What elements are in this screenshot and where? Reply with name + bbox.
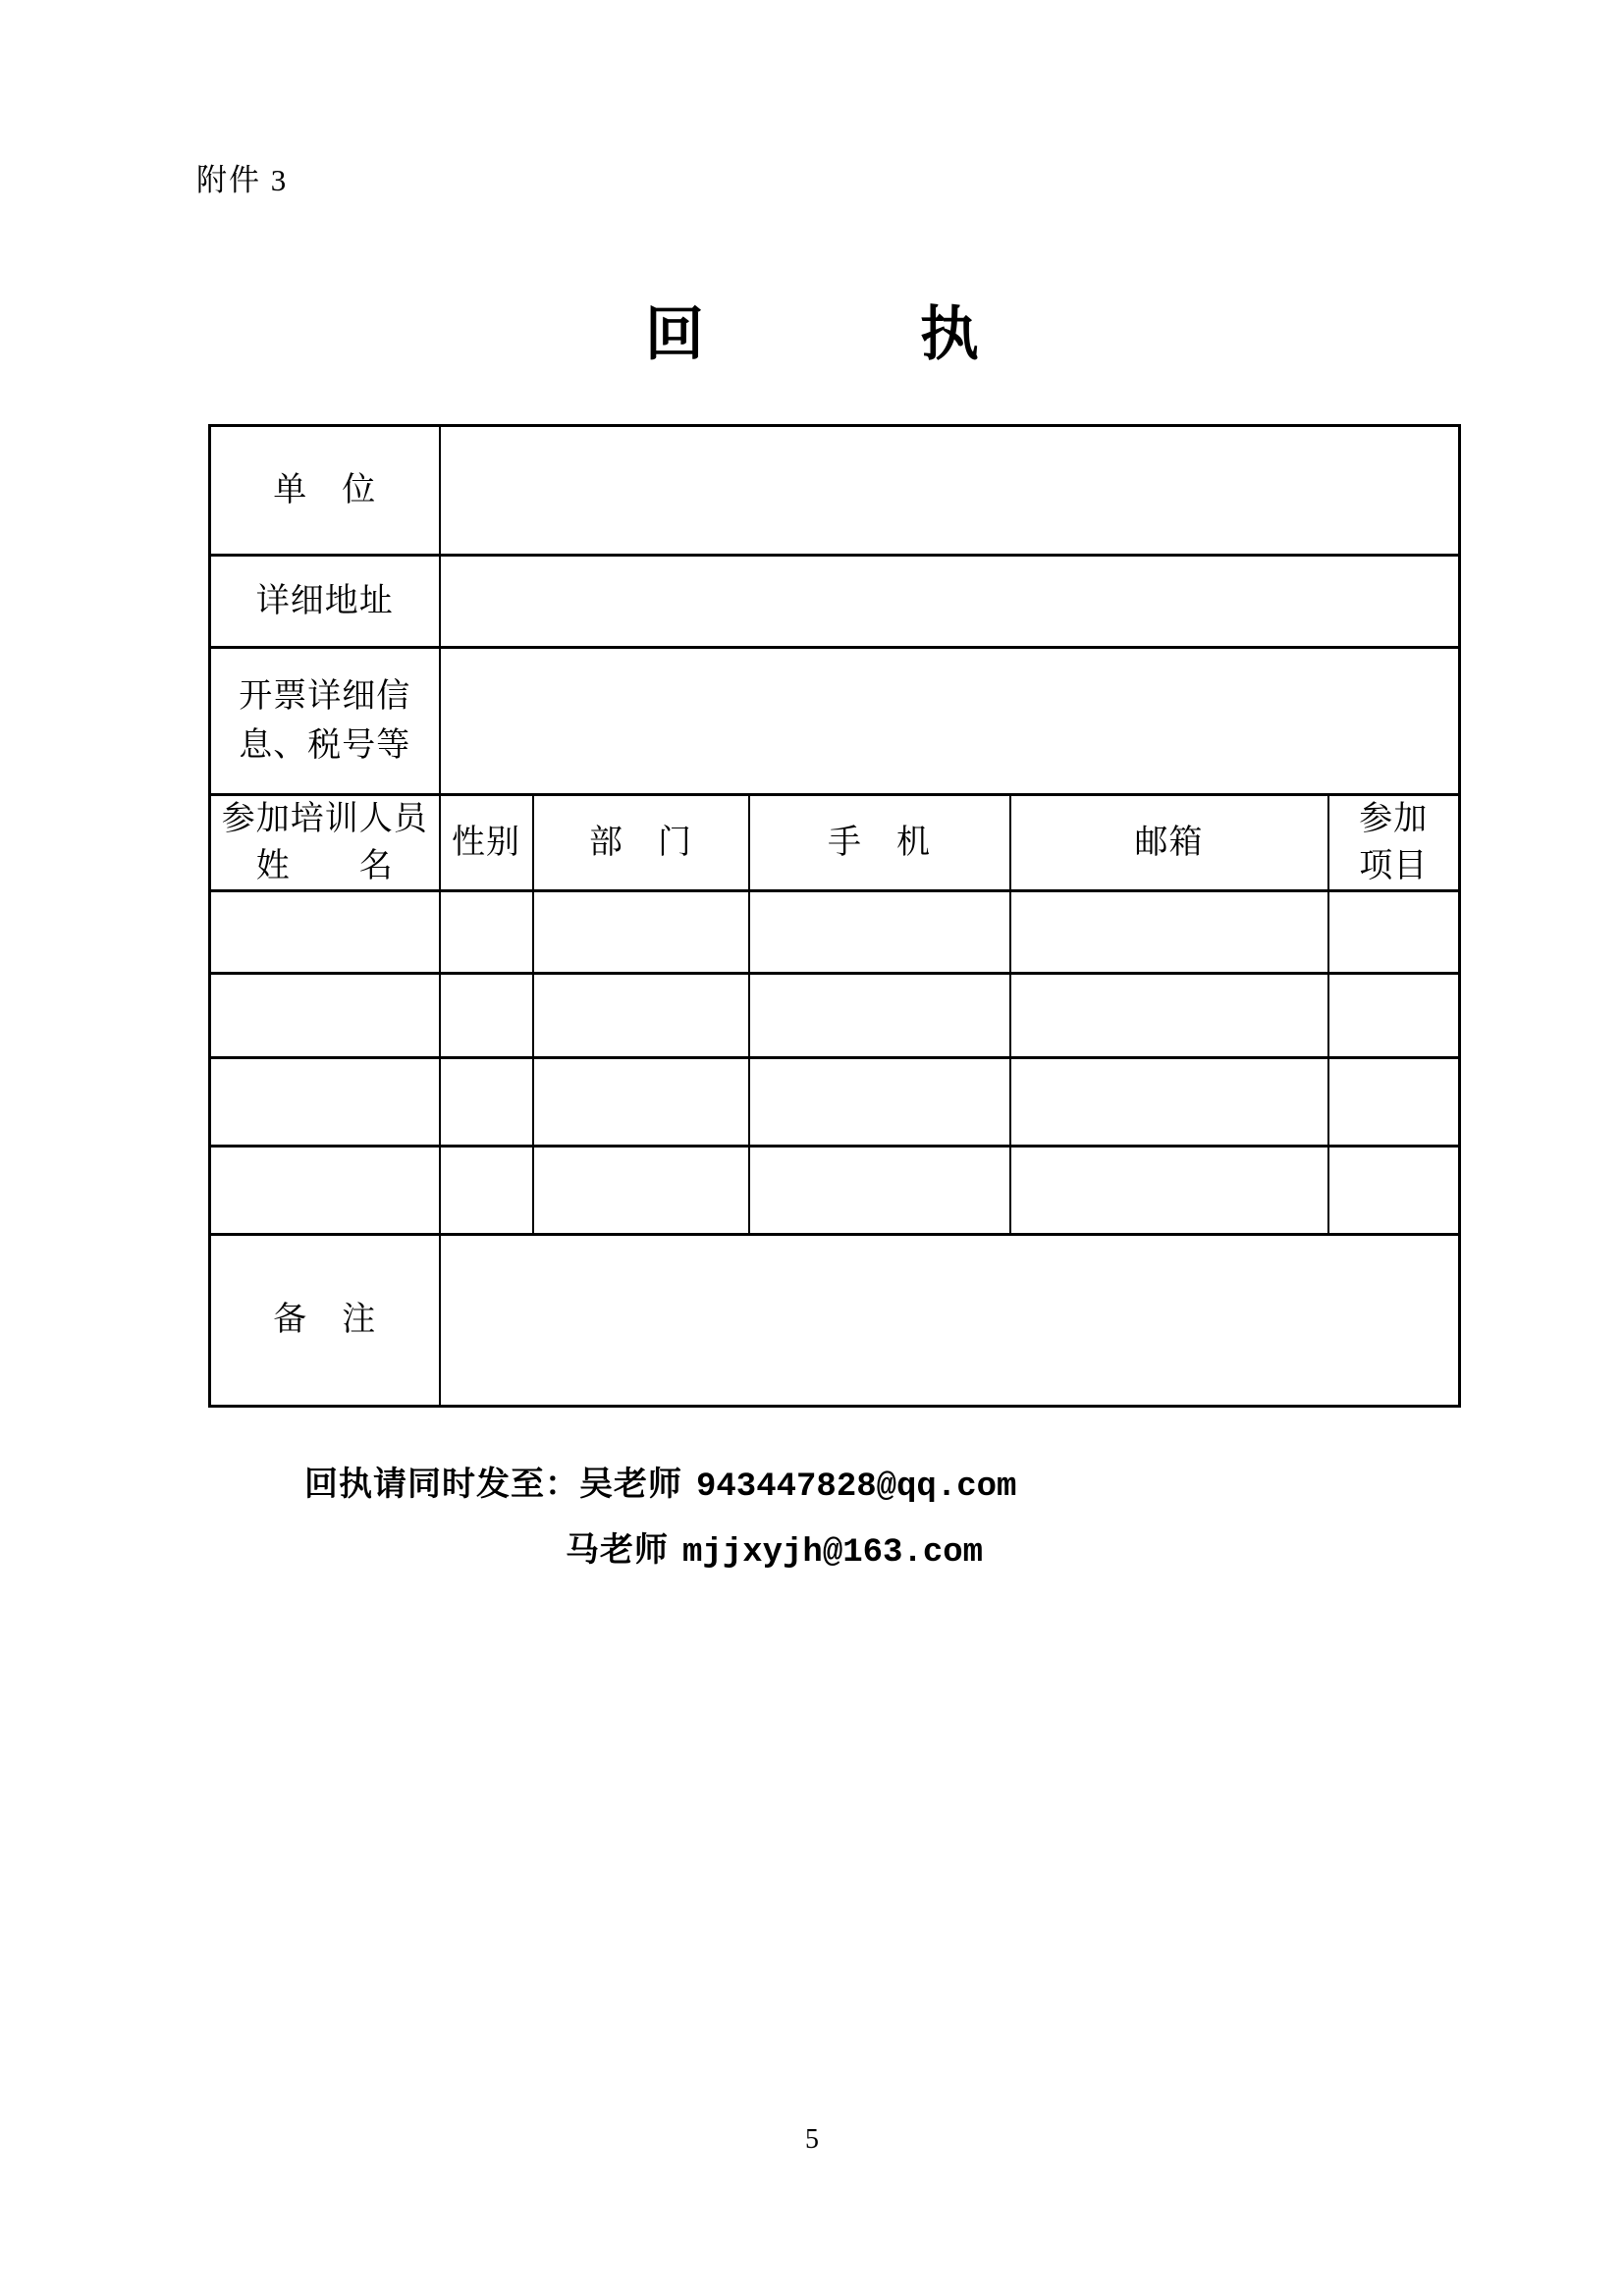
table-cell: [440, 891, 533, 974]
table-cell: [440, 1147, 533, 1235]
participants-header-line2: 姓 名: [255, 847, 394, 884]
table-cell: [1328, 974, 1460, 1058]
table-cell: [210, 1058, 440, 1147]
table-cell: [1010, 891, 1328, 974]
table-row-address: [210, 556, 1460, 648]
title-char-1: 回: [645, 302, 704, 367]
invoice-value-cell: [440, 648, 1460, 795]
table-row-participant-4: [210, 1147, 1460, 1235]
participants-header-line1: 参加培训人员: [221, 801, 428, 837]
remarks-value-cell: [440, 1235, 1460, 1407]
table-cell: [1010, 974, 1328, 1058]
title-char-2: 执: [920, 302, 979, 367]
project-header-line1: 参加: [1359, 801, 1429, 837]
table-row-participant-2: [210, 974, 1460, 1058]
page-number: 5: [805, 2124, 819, 2155]
table-cell: [210, 891, 440, 974]
unit-label: 单 位: [210, 426, 440, 556]
column-header-email: 邮箱: [1010, 795, 1328, 891]
table-cell: [1328, 1058, 1460, 1147]
address-value-cell: [440, 556, 1460, 648]
table-row-participant-3: [210, 1058, 1460, 1147]
table-cell: [1328, 891, 1460, 974]
table-row-remarks: [210, 1235, 1460, 1407]
table-row-participant-1: [210, 891, 1460, 974]
table-cell: [210, 1147, 440, 1235]
table-cell: [1328, 1147, 1460, 1235]
table-cell: [749, 1147, 1010, 1235]
column-header-department: 部 门: [533, 795, 749, 891]
reply-form-table: [208, 424, 1461, 1408]
table-cell: [210, 974, 440, 1058]
table-cell: [440, 974, 533, 1058]
contact-email-ma: mjjxyjh@163.com: [682, 1534, 984, 1572]
table-cell: [749, 974, 1010, 1058]
column-header-mobile: 手 机: [749, 795, 1010, 891]
table-cell: [749, 1058, 1010, 1147]
table-cell: [533, 974, 749, 1058]
column-header-participant-name: [210, 795, 440, 891]
page-title: [0, 302, 1624, 367]
table-cell: [533, 891, 749, 974]
table-row-unit: [210, 426, 1460, 556]
remarks-label: 备 注: [210, 1235, 440, 1407]
table-header-row: [210, 795, 1460, 891]
attachment-label: 附件 3: [196, 163, 289, 197]
table-cell: [533, 1058, 749, 1147]
project-header-line2: 项目: [1359, 847, 1429, 884]
table-cell: [1010, 1147, 1328, 1235]
unit-value-cell: [440, 426, 1460, 556]
table-cell: [440, 1058, 533, 1147]
column-header-gender: 性别: [440, 795, 533, 891]
reply-instruction-line2: [528, 1485, 983, 1609]
column-header-project: [1328, 795, 1460, 891]
table-cell: [533, 1147, 749, 1235]
contact-name-wu: 吴老师: [579, 1467, 682, 1503]
contact-email-wu: 943447828@qq.com: [696, 1468, 1017, 1506]
reply-instruction-prefix: 回执请同时发至：: [304, 1467, 579, 1503]
invoice-label-text: 开票详细信息、税号等: [239, 678, 411, 764]
table-cell: [749, 891, 1010, 974]
invoice-label: [210, 648, 440, 795]
contact-name-ma: 马老师: [566, 1532, 669, 1569]
table-row-invoice: [210, 648, 1460, 795]
table-cell: [1010, 1058, 1328, 1147]
address-label: 详细地址: [210, 556, 440, 648]
